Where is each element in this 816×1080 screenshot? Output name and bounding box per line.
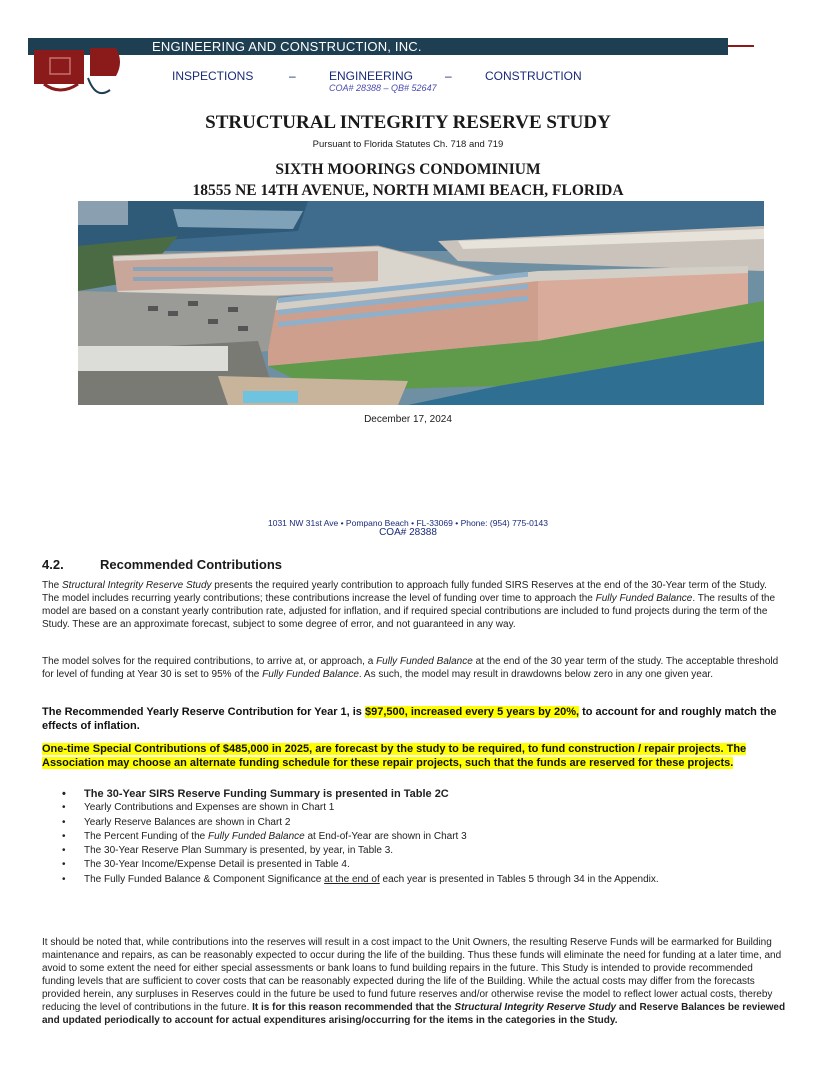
- header-accent-line: [728, 45, 754, 47]
- table-chart-list: [62, 787, 762, 887]
- list-item: • The 30-Year Reserve Plan Summary is presented, by year, in Table 3.: [62, 844, 762, 858]
- highlighted-amount: $97,500, increased every 5 years by 20%,: [365, 706, 580, 718]
- list-item: • Yearly Reserve Balances are shown in Chart 2: [62, 816, 762, 830]
- list-item: • The 30-Year SIRS Reserve Funding Summary is presented in Table 2C: [62, 787, 762, 801]
- license-numbers: COA# 28388 – QB# 52647: [329, 83, 437, 93]
- section-title: Recommended Contributions: [100, 557, 283, 572]
- list-item: • The 30-Year Income/Expense Detail is presented in Table 4.: [62, 858, 762, 872]
- service-inspections: INSPECTIONS: [172, 69, 254, 83]
- property-address: 18555 NE 14TH AVENUE, NORTH MIAMI BEACH, FLORIDA: [192, 182, 624, 199]
- company-logo: [30, 44, 125, 102]
- section-number: 4.2.: [42, 557, 64, 572]
- list-item: • The Fully Funded Balance & Component Significance at the end of each year is presented in Tables 5 through 34 in the Appendix.: [62, 873, 762, 887]
- paragraph-model: The model solves for the required contributions, to arrive at, or approach, a Fully Funded Balance at the end of the 30 year term of the study. The acceptable threshold for level of funding at Year 30 is set to 95% of the Fully Funded Balance. As such, the model may result in drawdowns below zero in any one given year.: [42, 656, 779, 680]
- list-item: • The Percent Funding of the Fully Funded Balance at End-of-Year are shown in Chart 3: [62, 830, 762, 844]
- aerial-building-photo: [78, 201, 764, 405]
- report-date: December 17, 2024: [364, 414, 452, 425]
- service-construction: CONSTRUCTION: [485, 69, 582, 83]
- service-separator: –: [289, 69, 296, 83]
- recommended-contribution: The Recommended Yearly Reserve Contribution for Year 1, is $97,500, increased every 5 years by 20%, to account for and roughly match the effects of inflation.: [42, 706, 777, 732]
- company-name: ENGINEERING AND CONSTRUCTION, INC.: [152, 39, 422, 54]
- document-title: STRUCTURAL INTEGRITY RESERVE STUDY: [205, 112, 611, 133]
- service-engineering: ENGINEERING: [329, 69, 414, 83]
- footer-address: 1031 NW 31st Ave • Pompano Beach • FL-33069 • Phone: (954) 775-0143: [267, 518, 548, 528]
- document-subtitle: Pursuant to Florida Statutes Ch. 718 and 719: [312, 139, 504, 150]
- paragraph-conclusion: It should be noted that, while contributions into the reserves will result in a cost impact to the Unit Owners, the resulting Reserve Funds will be earmarked for Building maintenance and repairs, as can be reasonably expected to occur during the life of the building. Thus these funds will eliminate the need for funding at a later time, and avoid to some extent the need for either special assessments or bank loans to fund building repairs in the future. This Study is intended to provide recommended funding levels that are sufficient to cover costs that can be reasonably expected during the life of the Building. While the actual costs may differ from the forecasts provided herein, any surpluses in Reserves could in the future be used to fund future reserves and/or otherwise revise the model to reflect lower actual costs, thereby reducing the level of contributions in the future. It is for this reason recommended that the Structural Integrity Reserve Study and Reserve Balances be reviewed and updated periodically to account for actual expenditures arising/occurring for the items in the categories in the Study.: [42, 937, 786, 1026]
- paragraph-overview: The Structural Integrity Reserve Study presents the required yearly contribution to approach fully funded SIRS Reserves at the end of the 30-Year term of the Study. The model includes recurring yearly contributions; these contributions increase the level of funding over time to approach the Fully Funded Balance. The results of the model are based on a constant yearly contribution rate, adjusted for inflation, and if required special contributions are included to fund projects during the term of the Study. These are an approximate forecast, subject to some degree of error, and not guaranteed in any way.: [42, 580, 776, 630]
- service-separator: –: [445, 69, 452, 83]
- footer-license: COA# 28388: [379, 527, 437, 538]
- list-item: • Yearly Contributions and Expenses are shown in Chart 1: [62, 801, 762, 815]
- special-contributions: One-time Special Contributions of $485,000 in 2025, are forecast by the study to be required, to fund construction / repair projects. The Association may choose an alternate funding schedule for these repair projects, such that the funds are reserved for these projects.: [42, 743, 747, 769]
- property-name: SIXTH MOORINGS CONDOMINIUM: [275, 161, 541, 178]
